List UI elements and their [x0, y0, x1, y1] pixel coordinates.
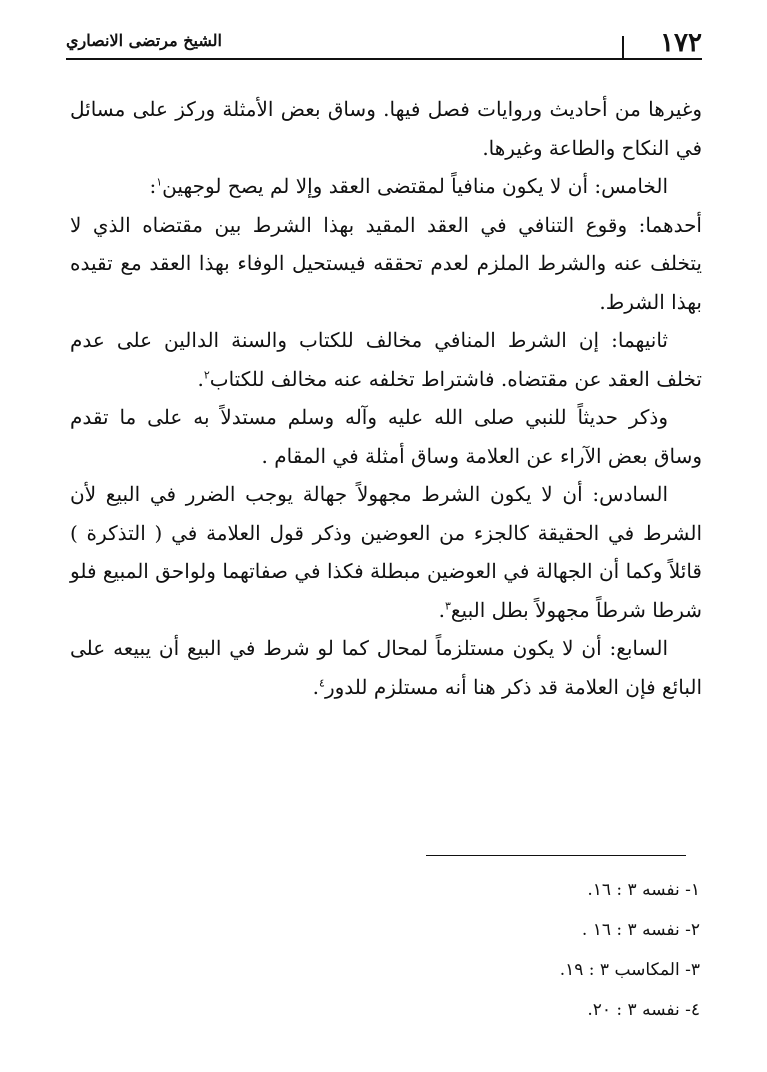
paragraph: الخامس: أن لا يكون منافياً لمقتضى العقد وإلا لم يصح لوجهين$^١$:	[149, 174, 668, 198]
footnote-ref: ٢	[203, 367, 210, 381]
paragraph: وغيرها من أحاديث وروايات فصل فيها. وساق بعض الأمثلة وركز على مسائل في النكاح والطاعة وغيرها.	[70, 97, 702, 160]
footnote: ٣- المكاسب ٣ : ١٩.	[559, 960, 700, 980]
body-text	[70, 90, 702, 706]
running-head: الشيخ مرتضى الانصاري	[66, 31, 222, 50]
header-separator	[622, 36, 624, 58]
footnote-ref: ٤	[319, 675, 325, 689]
footnote-divider	[426, 855, 686, 856]
footnote: ١- نفسه ٣ : ١٦.	[587, 880, 700, 900]
paragraph: أحدهما: وقوع التنافي في العقد المقيد بهذا الشرط بين مقتضاه الذي لا يتخلف عنه والشرط الملزم لعدم تحققه فيستحيل الوفاء بهذا العقد مع تقيده بهذا الشرط.	[70, 212, 702, 314]
footnote-ref: ٣	[444, 598, 451, 612]
footnote: ٤- نفسه ٣ : ٢٠.	[587, 1000, 700, 1020]
page-number: ١٧٢	[660, 28, 702, 58]
paragraph: السابع: أن لا يكون مستلزماً لمحال كما لو شرط في البيع أن يبيعه على البائع فإن العلامة قد ذكر هنا أنه مستلزم للدور$^٤$.	[70, 636, 702, 699]
footnote: ٢- نفسه ٣ : ١٦ .	[581, 920, 700, 940]
footnote-ref: ١	[156, 175, 163, 189]
footnotes	[300, 870, 700, 1030]
paragraph: السادس: أن لا يكون الشرط مجهولاً جهالة يوجب الضرر في البيع لأن الشرط في الحقيقة كالجزء من العوضين وذكر قول العلامة في ( التذكرة ) قائلاً وكما أن الجهالة في العوضين مبطلة فكذا في صفاتهما ولواحق المبيع فلو شرطا شرطاً مجهولاً بطل البيع$^٣$.	[70, 482, 702, 622]
paragraph: ثانيهما: إن الشرط المنافي مخالف للكتاب والسنة الدالين على عدم تخلف العقد عن مقتضاه. فاشتراط تخلفه عنه مخالف للكتاب$^٢$.	[70, 328, 702, 391]
paragraph: وذكر حديثاً للنبي صلى الله عليه وآله وسلم مستدلاً به على ما تقدم وساق بعض الآراء عن العلامة وساق أمثلة في المقام .	[70, 405, 702, 468]
page-header	[66, 28, 702, 60]
